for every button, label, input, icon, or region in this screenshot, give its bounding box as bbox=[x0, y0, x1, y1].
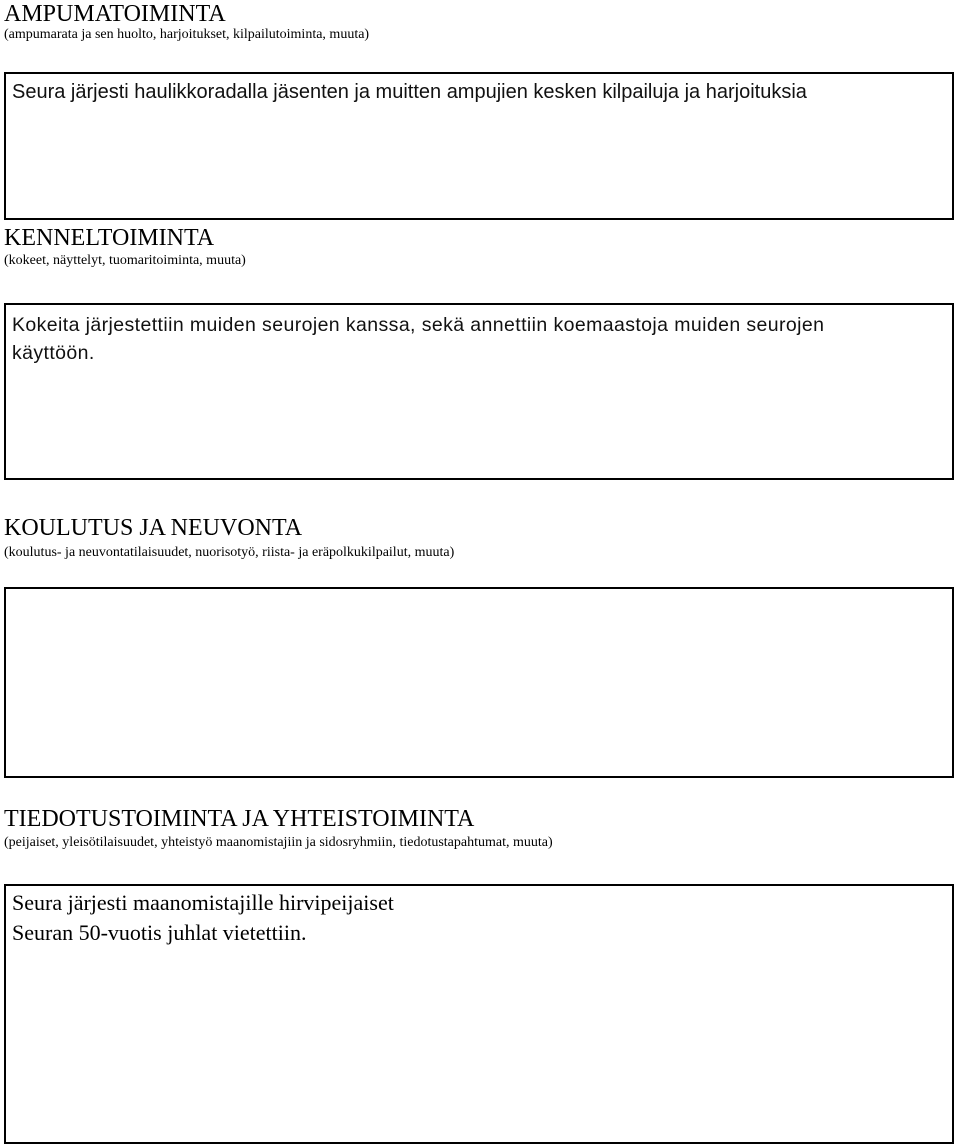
text-line: Kokeita järjestettiin muiden seurojen kanssa, sekä annettiin koemaastoja muiden seurojen bbox=[12, 314, 825, 336]
section-title: KOULUTUS JA NEUVONTA bbox=[4, 515, 303, 541]
section-title: KENNELTOIMINTA bbox=[4, 225, 215, 251]
section-subtitle: (kokeet, näyttelyt, tuomaritoiminta, muuta) bbox=[4, 253, 246, 268]
text-box[interactable] bbox=[4, 303, 954, 480]
section-subtitle: (koulutus- ja neuvontatilaisuudet, nuorisotyö, riista- ja eräpolkukilpailut, muuta) bbox=[4, 545, 455, 560]
text-box-content bbox=[6, 305, 952, 367]
section-title: TIEDOTUSTOIMINTA JA YHTEISTOIMINTA bbox=[4, 806, 475, 832]
section-subtitle: (ampumarata ja sen huolto, harjoitukset, kilpailutoiminta, muuta) bbox=[4, 27, 370, 42]
text-box[interactable] bbox=[4, 884, 954, 1144]
section-subtitle: (peijaiset, yleisötilaisuudet, yhteistyö maanomistajiin ja sidosryhmiin, tiedotustapahtumat, muuta) bbox=[4, 835, 553, 850]
text-box[interactable] bbox=[4, 587, 954, 778]
text-line: Seuran 50-vuotis juhlat vietettiin. bbox=[12, 920, 307, 945]
text-box-content bbox=[6, 74, 952, 105]
text-box[interactable] bbox=[4, 72, 954, 220]
text-line: Seura järjesti maanomistajille hirvipeijaiset bbox=[12, 890, 394, 915]
text-line: Seura järjesti haulikkoradalla jäsenten ja muitten ampujien kesken kilpailuja ja harjoituksia bbox=[12, 81, 807, 103]
text-line: käyttöön. bbox=[12, 342, 95, 364]
section-title: AMPUMATOIMINTA bbox=[4, 1, 226, 27]
text-box-content bbox=[6, 886, 952, 948]
text-box-content bbox=[6, 589, 952, 594]
